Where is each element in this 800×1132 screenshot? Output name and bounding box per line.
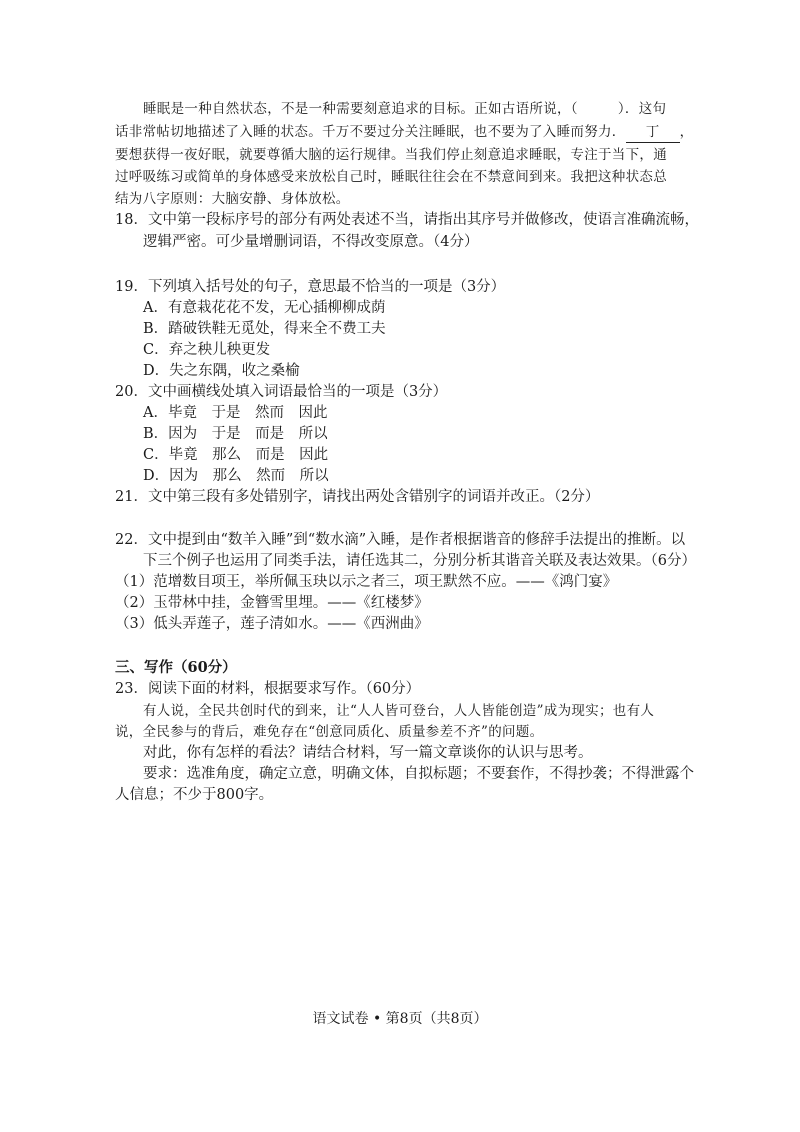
writing-requirements-line-2: 人信息；不少于800字。 (115, 787, 274, 803)
passage-text: ）．这句 (617, 101, 667, 117)
question-21-stem: 21．文中第三段有多处错别字，请找出两处含错别字的词语并改正。（2分） (115, 489, 600, 505)
passage-line-1 (143, 99, 666, 119)
question-19-option-b: B．踏破铁鞋无觅处，得来全不费工夫 (143, 321, 386, 337)
passage-text: ， (679, 124, 694, 140)
question-22-example-1: （1）范增数目项王，举所佩玉玦以示之者三，项王默然不应。——《鸿门宴》 (115, 574, 618, 590)
question-19-option-a: A．有意栽花花不发，无心插柳柳成荫 (143, 300, 386, 316)
question-20-option-b: B．因为 于是 而是 所以 (143, 426, 328, 442)
writing-requirements-line-1: 要求：选准角度，确定立意，明确文体，自拟标题；不要套作，不得抄袭；不得泄露个 (143, 766, 694, 782)
underlined-blank: 丁 (626, 122, 680, 143)
passage-line-2 (115, 122, 693, 143)
question-18-line-1: 18．文中第一段标序号的部分有两处表述不当，请指出其序号并做修改，使语言准确流畅， (115, 212, 699, 228)
question-22-example-2: （2）玉带林中挂，金簪雪里埋。——《红楼梦》 (115, 595, 429, 611)
question-22-line-2: 下三个例子也运用了同类手法，请任选其二，分别分析其谐音关联及表达效果。（6分） (143, 553, 696, 569)
question-19-option-c: C．弃之秧儿秧更发 (143, 342, 271, 358)
passage-line-3: 要想获得一夜好眠，就要尊循大脑的运行规律。当我们停止刻意追求睡眠，专注于当下，通 (115, 147, 667, 163)
question-19-stem: 19．下列填入括号处的句子，意思最不恰当的一项是（3分） (115, 279, 506, 295)
question-22-example-3: （3）低头弄莲子，莲子清如水。——《西洲曲》 (115, 616, 429, 632)
writing-material-line-1: 有人说，全民共创时代的到来，让“人人皆可登台，人人皆能创造”成为现实；也有人 (143, 703, 655, 719)
question-23-stem: 23．阅读下面的材料，根据要求写作。（60分） (115, 681, 421, 697)
question-22-line-1: 22．文中提到由“数羊入睡”到“数水滴”入睡，是作者根据谐音的修辞手法提出的推断。以 (115, 532, 686, 548)
question-20-option-c: C．毕竟 那么 而是 因此 (143, 447, 329, 463)
section-heading-writing: 三、写作（60分） (115, 659, 237, 676)
question-20-option-a: A．毕竟 于是 然而 因此 (143, 405, 328, 421)
page-footer: 语文试卷 • 第8页（共8页） (312, 1011, 488, 1027)
writing-prompt: 对此，你有怎样的看法？请结合材料，写一篇文章谈你的认识与思考。 (143, 745, 593, 761)
writing-material-line-2: 说，全民参与的背后，难免存在“创意同质化、质量参差不齐”的问题。 (115, 724, 544, 740)
passage-line-5: 结为八字原则：大脑安静、身体放松。 (115, 191, 350, 207)
question-20-stem: 20．文中画横线处填入词语最恰当的一项是（3分） (115, 384, 448, 400)
question-18-line-2: 逻辑严密。可少量增删词语，不得改变原意。（4分） (143, 234, 479, 250)
passage-text: 话非常帖切地描述了入睡的状态。千万不要过分关注睡眠，也不要为了入睡而努力． (115, 124, 626, 140)
question-20-option-d: D．因为 那么 然而 所以 (143, 468, 329, 484)
question-19-option-d: D．失之东隅，收之桑榆 (143, 363, 300, 379)
passage-text: 睡眠是一种自然状态，不是一种需要刻意追求的目标。正如古语所说，（ (143, 101, 578, 117)
passage-line-4: 过呼吸练习或简单的身体感受来放松自己时，睡眠往往会在不禁意间到来。我把这种状态总 (115, 169, 667, 185)
